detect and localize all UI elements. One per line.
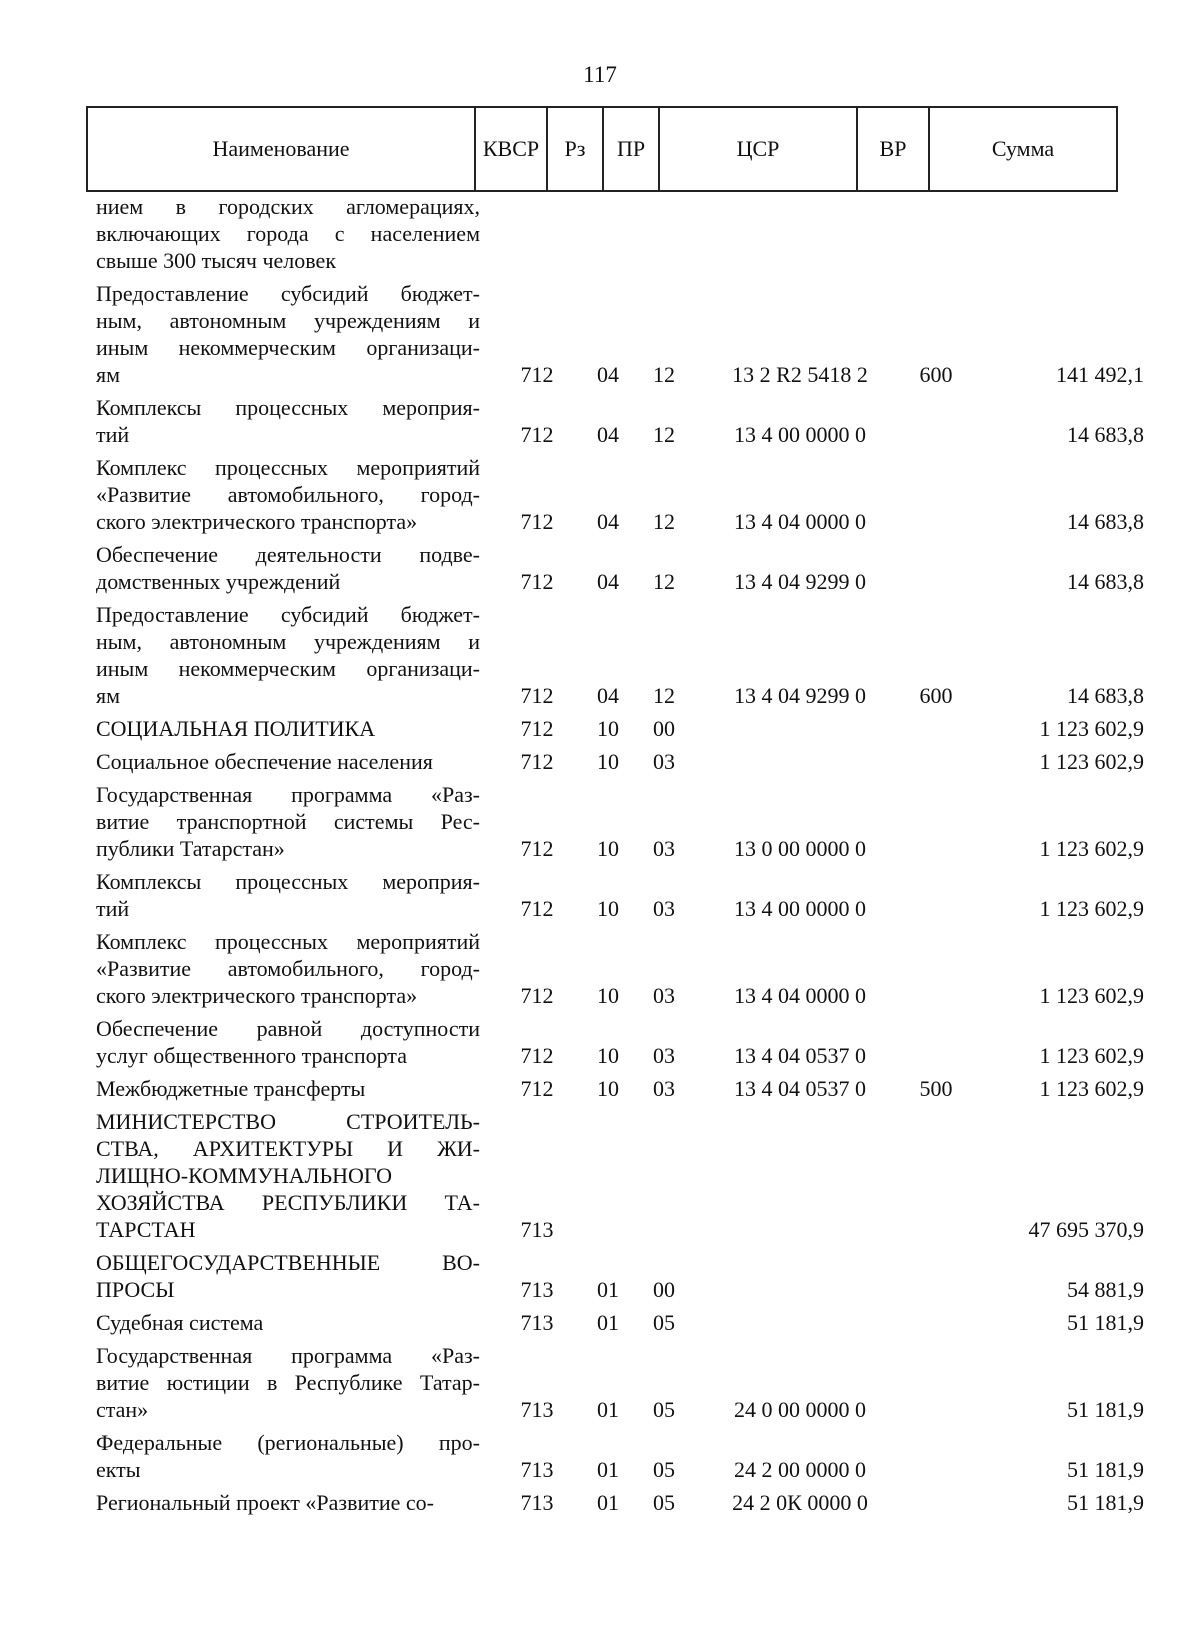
- row-name: [96, 1015, 480, 1069]
- row-pr: 05: [653, 1397, 675, 1422]
- table-row: [0, 193, 1200, 274]
- row-rz: 01: [597, 1397, 619, 1422]
- row-rz: 04: [597, 683, 619, 708]
- row-sum: 1 123 602,9: [1039, 749, 1144, 774]
- row-pr: 12: [653, 422, 675, 447]
- row-name-line: стан»: [96, 1397, 149, 1422]
- row-name-line: Комплексы процессных мероприя-: [96, 395, 480, 420]
- row-name-line: нием в городских агломерациях,: [96, 194, 480, 219]
- row-pr: 03: [653, 1076, 675, 1101]
- row-kvsr: 713: [520, 1397, 554, 1422]
- row-pr: 12: [653, 362, 675, 387]
- table-row: [0, 1075, 1200, 1102]
- header-vr: ВР: [857, 107, 929, 191]
- row-sum: 51 181,9: [1067, 1490, 1144, 1515]
- row-name-line: Социальное обеспечение населения: [96, 749, 433, 774]
- row-name-line: ным, автономным учреждениям и: [96, 308, 480, 333]
- row-name-line: Государственная программа «Раз-: [96, 1343, 480, 1368]
- row-kvsr: 712: [520, 1043, 554, 1068]
- row-kvsr: 713: [520, 1217, 554, 1242]
- row-name-line: екты: [96, 1457, 141, 1482]
- row-name: [96, 193, 480, 274]
- row-sum: 51 181,9: [1067, 1397, 1144, 1422]
- row-csr: 24 2 0К 0000 0: [732, 1490, 868, 1515]
- row-kvsr: 712: [520, 983, 554, 1008]
- table-row: [0, 715, 1200, 742]
- table-row: [0, 280, 1200, 388]
- row-sum: 141 492,1: [1056, 362, 1144, 387]
- row-vr: 600: [919, 683, 953, 708]
- table-header: [86, 106, 1118, 192]
- header-sum: Сумма: [929, 107, 1117, 191]
- row-name-line: ям: [96, 362, 121, 387]
- row-name-line: Обеспечение деятельности подве-: [96, 542, 480, 567]
- row-rz: 04: [597, 509, 619, 534]
- row-name-line: витие юстиции в Республике Татар-: [96, 1370, 480, 1395]
- row-name-line: Комплексы процессных мероприя-: [96, 869, 480, 894]
- row-name-line: СОЦИАЛЬНАЯ ПОЛИТИКА: [96, 716, 376, 741]
- row-name-line: иным некоммерческим организаци-: [96, 656, 480, 681]
- row-name-line: тий: [96, 896, 130, 921]
- table-row: [0, 1108, 1200, 1243]
- row-name: [96, 1108, 480, 1243]
- row-name-line: свыше 300 тысяч человек: [96, 248, 337, 273]
- row-rz: 10: [597, 749, 619, 774]
- row-name: [96, 280, 480, 388]
- row-pr: 03: [653, 1043, 675, 1068]
- row-csr: 13 4 00 0000 0: [734, 422, 866, 447]
- row-csr: 24 2 00 0000 0: [734, 1457, 866, 1482]
- row-name-line: Предоставление субсидий бюджет-: [96, 281, 480, 306]
- row-name: [96, 1429, 480, 1483]
- table-row: [0, 601, 1200, 709]
- row-name-line: витие транспортной системы Рес-: [96, 809, 480, 834]
- row-csr: 13 4 00 0000 0: [734, 896, 866, 921]
- row-name-line: включающих города с населением: [96, 221, 480, 246]
- row-sum: 1 123 602,9: [1039, 1076, 1144, 1101]
- row-kvsr: 712: [520, 749, 554, 774]
- row-name: [96, 1075, 480, 1102]
- row-sum: 1 123 602,9: [1039, 716, 1144, 741]
- row-name: [96, 781, 480, 862]
- row-name-line: домственных учреждений: [96, 569, 341, 594]
- row-name-line: ным, автономным учреждениям и: [96, 629, 480, 654]
- table-row: [0, 1015, 1200, 1069]
- row-kvsr: 712: [520, 836, 554, 861]
- row-sum: 51 181,9: [1067, 1457, 1144, 1482]
- row-name-line: тий: [96, 422, 130, 447]
- row-rz: 01: [597, 1310, 619, 1335]
- row-rz: 10: [597, 836, 619, 861]
- row-sum: 14 683,8: [1067, 422, 1144, 447]
- row-name-line: Обеспечение равной доступности: [96, 1016, 480, 1041]
- row-name-line: ЛИЩНО-КОММУНАЛЬНОГО: [96, 1163, 392, 1188]
- row-sum: 1 123 602,9: [1039, 836, 1144, 861]
- row-csr: 24 0 00 0000 0: [734, 1397, 866, 1422]
- row-csr: 13 2 R2 5418 2: [732, 362, 868, 387]
- row-pr: 12: [653, 509, 675, 534]
- row-sum: 1 123 602,9: [1039, 896, 1144, 921]
- row-name-line: «Развитие автомобильного, город-: [96, 482, 480, 507]
- row-name-line: СТВА, АРХИТЕКТУРЫ И ЖИ-: [96, 1136, 480, 1161]
- row-sum: 51 181,9: [1067, 1310, 1144, 1335]
- row-sum: 14 683,8: [1067, 509, 1144, 534]
- row-rz: 04: [597, 569, 619, 594]
- row-rz: 04: [597, 422, 619, 447]
- table-row: [0, 781, 1200, 862]
- header-csr: ЦСР: [659, 107, 857, 191]
- row-kvsr: 713: [520, 1277, 554, 1302]
- row-name-line: Судебная система: [96, 1310, 264, 1335]
- row-kvsr: 713: [520, 1457, 554, 1482]
- table-row: [0, 1489, 1200, 1516]
- row-csr: 13 4 04 0000 0: [734, 983, 866, 1008]
- row-name-line: Региональный проект «Развитие со-: [96, 1490, 434, 1515]
- row-name: [96, 601, 480, 709]
- row-name: [96, 1342, 480, 1423]
- row-name-line: Комплекс процессных мероприятий: [96, 929, 480, 954]
- row-pr: 00: [653, 1277, 675, 1302]
- row-name: [96, 541, 480, 595]
- row-name-line: Государственная программа «Раз-: [96, 782, 480, 807]
- row-name: [96, 748, 480, 775]
- row-kvsr: 713: [520, 1310, 554, 1335]
- row-pr: 03: [653, 983, 675, 1008]
- row-sum: 1 123 602,9: [1039, 1043, 1144, 1068]
- row-csr: 13 4 04 0537 0: [734, 1043, 866, 1068]
- row-pr: 05: [653, 1457, 675, 1482]
- row-name-line: ского электрического транспорта»: [96, 509, 418, 534]
- row-rz: 10: [597, 1076, 619, 1101]
- row-pr: 03: [653, 749, 675, 774]
- row-name-line: ПРОСЫ: [96, 1277, 175, 1302]
- row-name-line: МИНИСТЕРСТВО СТРОИТЕЛЬ-: [96, 1109, 480, 1134]
- row-pr: 05: [653, 1310, 675, 1335]
- row-sum: 1 123 602,9: [1039, 983, 1144, 1008]
- row-vr: 500: [919, 1076, 953, 1101]
- row-name: [96, 454, 480, 535]
- row-rz: 01: [597, 1277, 619, 1302]
- row-name-line: Комплекс процессных мероприятий: [96, 455, 480, 480]
- row-name-line: ского электрического транспорта»: [96, 983, 418, 1008]
- table-row: [0, 868, 1200, 922]
- row-name-line: публики Татарстан»: [96, 836, 285, 861]
- row-name-line: Межбюджетные трансферты: [96, 1076, 366, 1101]
- header-pr: ПР: [603, 107, 659, 191]
- page-number: 117: [583, 62, 617, 87]
- row-sum: 14 683,8: [1067, 569, 1144, 594]
- row-sum: 14 683,8: [1067, 683, 1144, 708]
- header-kvsr: КВСР: [475, 107, 547, 191]
- row-csr: 13 0 00 0000 0: [734, 836, 866, 861]
- header-name: Наименование: [87, 107, 475, 191]
- row-name-line: услуг общественного транспорта: [96, 1043, 407, 1068]
- row-kvsr: 712: [520, 362, 554, 387]
- row-rz: 10: [597, 716, 619, 741]
- row-name: [96, 1249, 480, 1303]
- row-kvsr: 712: [520, 716, 554, 741]
- row-name-line: ТАРСТАН: [96, 1217, 196, 1242]
- table-row: [0, 541, 1200, 595]
- row-rz: 04: [597, 362, 619, 387]
- row-pr: 12: [653, 569, 675, 594]
- row-name-line: Федеральные (региональные) про-: [96, 1430, 480, 1455]
- row-pr: 05: [653, 1490, 675, 1515]
- table-row: [0, 748, 1200, 775]
- row-kvsr: 712: [520, 1076, 554, 1101]
- table-body: [0, 193, 1200, 1522]
- row-csr: 13 4 04 0000 0: [734, 509, 866, 534]
- row-name: [96, 928, 480, 1009]
- row-kvsr: 713: [520, 1490, 554, 1515]
- row-csr: 13 4 04 9299 0: [734, 683, 866, 708]
- row-name: [96, 868, 480, 922]
- row-name-line: ОБЩЕГОСУДАРСТВЕННЫЕ ВО-: [96, 1250, 480, 1275]
- row-kvsr: 712: [520, 683, 554, 708]
- row-csr: 13 4 04 9299 0: [734, 569, 866, 594]
- row-vr: 600: [919, 362, 953, 387]
- table-row: [0, 1429, 1200, 1483]
- table-row: [0, 454, 1200, 535]
- row-name-line: «Развитие автомобильного, город-: [96, 956, 480, 981]
- table-row: [0, 1309, 1200, 1336]
- row-name: [96, 1489, 480, 1516]
- table-row: [0, 928, 1200, 1009]
- header-rz: Рз: [547, 107, 603, 191]
- row-name: [96, 394, 480, 448]
- table-row: [0, 1342, 1200, 1423]
- row-sum: 47 695 370,9: [1028, 1217, 1144, 1242]
- row-name-line: иным некоммерческим организаци-: [96, 335, 480, 360]
- row-rz: 10: [597, 1043, 619, 1068]
- row-pr: 12: [653, 683, 675, 708]
- row-name-line: Предоставление субсидий бюджет-: [96, 602, 480, 627]
- row-kvsr: 712: [520, 569, 554, 594]
- row-pr: 00: [653, 716, 675, 741]
- row-name: [96, 715, 480, 742]
- table-row: [0, 394, 1200, 448]
- row-rz: 10: [597, 896, 619, 921]
- row-kvsr: 712: [520, 422, 554, 447]
- row-kvsr: 712: [520, 509, 554, 534]
- row-sum: 54 881,9: [1067, 1277, 1144, 1302]
- row-rz: 10: [597, 983, 619, 1008]
- row-rz: 01: [597, 1457, 619, 1482]
- table-row: [0, 1249, 1200, 1303]
- row-kvsr: 712: [520, 896, 554, 921]
- row-name: [96, 1309, 480, 1336]
- row-name-line: ХОЗЯЙСТВА РЕСПУБЛИКИ ТА-: [96, 1190, 480, 1215]
- row-pr: 03: [653, 896, 675, 921]
- row-pr: 03: [653, 836, 675, 861]
- row-rz: 01: [597, 1490, 619, 1515]
- row-csr: 13 4 04 0537 0: [734, 1076, 866, 1101]
- row-name-line: ям: [96, 683, 121, 708]
